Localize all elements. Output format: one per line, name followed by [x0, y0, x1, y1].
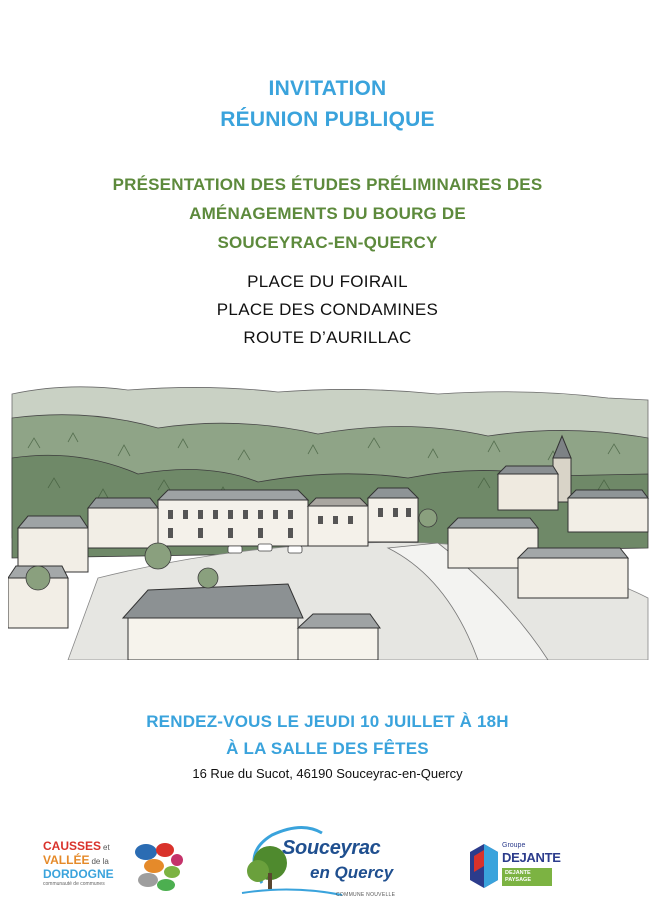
place-item: ROUTE D’AURILLAC [243, 328, 412, 347]
causses-vallee-dordogne-logo [40, 838, 190, 898]
dejante-cube-icon [466, 842, 502, 890]
souceyrac-en-quercy-logo [232, 823, 412, 908]
places-list [0, 268, 655, 352]
title-line-1: INVITATION [268, 77, 387, 100]
place-item: PLACE DES CONDAMINES [216, 300, 439, 319]
souceyrac-wordmark: Souceyrac [282, 837, 381, 859]
logo-word-causses: CAUSSES [43, 839, 102, 853]
logo-subtext: communauté de communes [43, 881, 105, 887]
meeting-address: 16 Rue du Sucot, 46190 Souceyrac-en-Quercy [192, 766, 463, 781]
meeting-date: RENDEZ-VOUS LE JEUDI 10 JUILLET À 18H [146, 712, 509, 731]
logo-word-et: et [103, 843, 110, 852]
logo-word-vallee: VALLÉE [43, 853, 90, 867]
invitation-title [0, 73, 655, 135]
groupe-label: Groupe [502, 842, 526, 849]
subtitle-line-2: AMÉNAGEMENTS DU BOURG DE [189, 204, 466, 223]
en-quercy-wordmark: en Quercy [310, 863, 394, 882]
dejante-wordmark: DEJANTE [502, 850, 561, 865]
commune-nouvelle-label: COMMUNE NOUVELLE [336, 892, 396, 898]
meeting-info [0, 708, 655, 762]
pebbles-icon [132, 838, 184, 894]
presentation-subtitle [0, 170, 655, 257]
groupe-dejante-logo [466, 840, 586, 896]
logo-word-de-la: de la [91, 857, 109, 866]
subtitle-line-3: SOUCEYRAC-EN-QUERCY [217, 233, 438, 252]
logo-word-dordogne: DORDOGNE [43, 867, 114, 881]
village-sketch-illustration [8, 378, 652, 660]
subtitle-line-1: PRÉSENTATION DES ÉTUDES PRÉLIMINAIRES DES [112, 175, 543, 194]
meeting-venue: À LA SALLE DES FÊTES [226, 739, 429, 758]
dejante-paysage-badge: DEJANTE PAYSAGE [502, 868, 552, 886]
place-item: PLACE DU FOIRAIL [247, 272, 408, 291]
title-line-2: RÉUNION PUBLIQUE [220, 108, 435, 131]
